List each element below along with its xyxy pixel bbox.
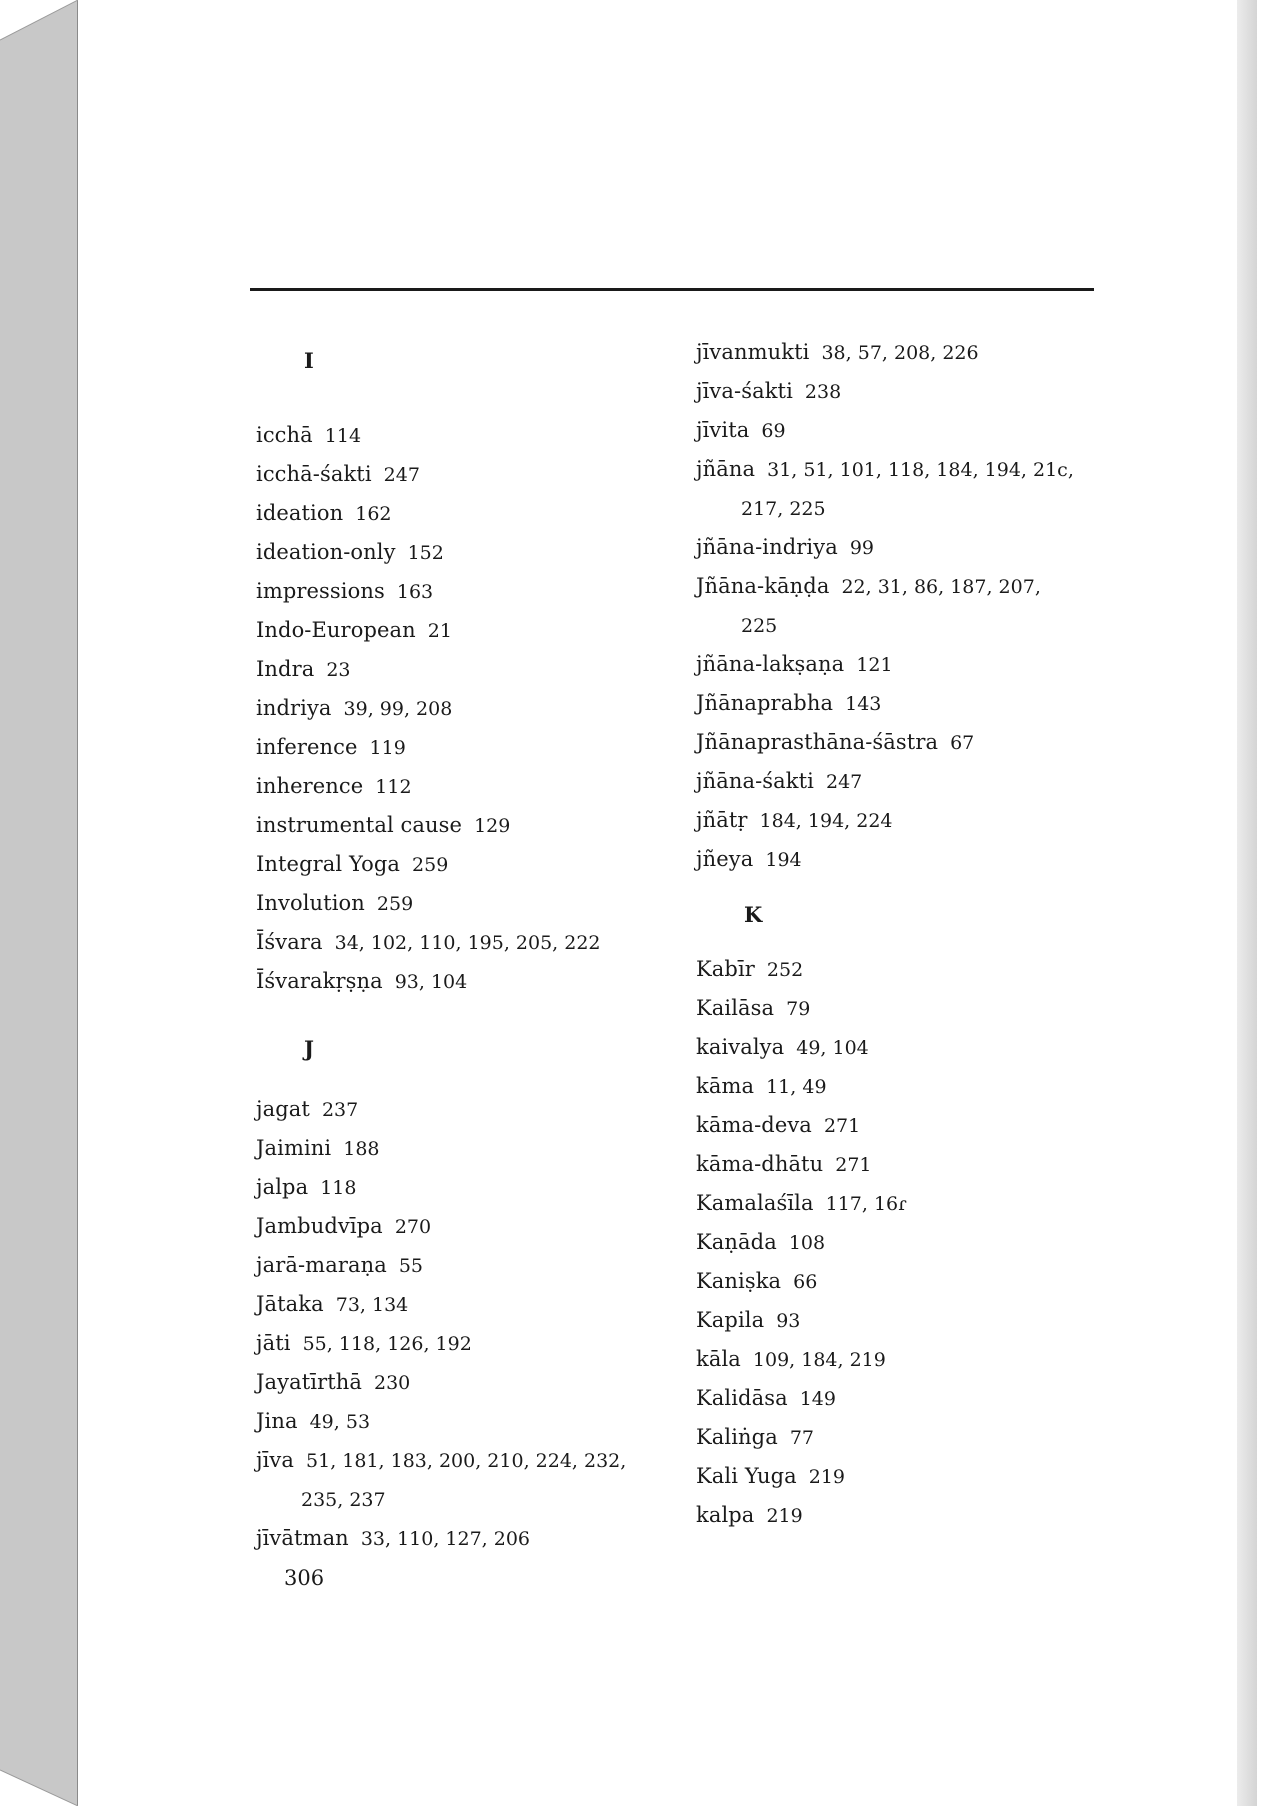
entry-pages: 270 [394, 1216, 432, 1238]
entry-pages: 109, 184, 219 [752, 1349, 886, 1371]
index-entry [256, 1129, 676, 1168]
index-entry [696, 1262, 1116, 1301]
entry-pages: 118 [320, 1177, 357, 1199]
index-entry [256, 845, 676, 884]
entry-term: jīva-śakti [696, 379, 793, 403]
entry-pages: 117, 16ɾ [825, 1193, 907, 1215]
entry-pages: 108 [788, 1232, 826, 1254]
entry-term: kāma-deva [696, 1113, 812, 1137]
entry-term: jīvātman [256, 1526, 349, 1550]
entry-pages: 93, 104 [394, 971, 468, 993]
index-section-heading [696, 895, 1116, 934]
section-letter: K [744, 902, 763, 927]
page-number: 306 [284, 1566, 325, 1590]
entry-term: Kali Yuga [696, 1464, 797, 1488]
index-entry [696, 645, 1116, 684]
index-entry [696, 723, 1116, 762]
entry-term: jñāna [696, 457, 756, 481]
entry-pages: 73, 134 [335, 1294, 409, 1316]
entry-pages: 22, 31, 86, 187, 207, [841, 576, 1041, 598]
entry-pages: 93 [776, 1310, 801, 1332]
index-entry [696, 567, 1116, 606]
index-entry [256, 1441, 676, 1480]
entry-pages: 49, 104 [796, 1037, 869, 1059]
page-edge [1237, 0, 1257, 1806]
index-entry [256, 650, 676, 689]
entry-term: jñāna-śakti [696, 769, 814, 793]
entry-term: Indo-European [256, 618, 416, 642]
index-entry [256, 806, 676, 845]
index-entry [696, 528, 1116, 567]
section-letter: I [304, 348, 314, 373]
entry-term: Īśvara [256, 930, 323, 954]
index-entry [256, 767, 676, 806]
index-entry [696, 1028, 1116, 1067]
index-entry [256, 533, 676, 572]
index-section-heading [256, 341, 676, 380]
entry-term: Involution [256, 891, 365, 915]
entry-pages: 23 [326, 659, 351, 681]
index-entry [256, 416, 676, 455]
index-entry [256, 1519, 676, 1558]
entry-pages: 21 [427, 620, 452, 642]
index-section-heading [256, 1029, 676, 1068]
entry-pages: 219 [808, 1466, 846, 1488]
index-entry [696, 762, 1116, 801]
entry-pages: 225 [741, 615, 778, 637]
entry-pages: 271 [835, 1154, 872, 1176]
entry-term: Kabīr [696, 957, 755, 981]
entry-pages: 34, 102, 110, 195, 205, 222 [334, 932, 601, 954]
entry-pages: 39, 99, 208 [343, 698, 453, 720]
entry-pages: 271 [823, 1115, 861, 1137]
index-entry [256, 494, 676, 533]
index-entry [696, 1379, 1116, 1418]
index-entry [696, 950, 1116, 989]
index-entry [696, 1223, 1116, 1262]
index-entry [256, 1285, 676, 1324]
index-entry [256, 1246, 676, 1285]
entry-pages: 99 [849, 537, 875, 559]
index-column-right [696, 333, 1116, 1535]
index-entry [696, 372, 1116, 411]
entry-term: inference [256, 735, 358, 759]
entry-pages: 235, 237 [301, 1489, 386, 1511]
entry-pages: 51, 181, 183, 200, 210, 224, 232, [306, 1450, 627, 1472]
index-entry [696, 1067, 1116, 1106]
index-entry [256, 689, 676, 728]
entry-pages: 55 [398, 1255, 424, 1277]
index-entry [696, 1340, 1116, 1379]
index-entry [696, 840, 1116, 879]
index-column-left [256, 341, 676, 1558]
index-entry [256, 884, 676, 923]
index-entry [256, 728, 676, 767]
entry-term: Jñānaprabha [696, 691, 834, 715]
entry-term: Kamalaśīla [696, 1191, 814, 1215]
index-entry [696, 1496, 1116, 1535]
index-entry [696, 1184, 1116, 1223]
entry-term: Kailāsa [696, 996, 775, 1020]
entry-term: jñeya [696, 847, 754, 871]
entry-pages: 247 [825, 771, 863, 793]
entry-term: instrumental cause [256, 813, 463, 837]
index-entry [696, 411, 1116, 450]
entry-term: Integral Yoga [256, 852, 401, 876]
entry-term: Jātaka [256, 1292, 324, 1316]
entry-term: jāti [256, 1331, 291, 1355]
entry-term: kāma [696, 1074, 755, 1098]
index-entry [696, 684, 1116, 723]
entry-pages: 119 [369, 737, 406, 759]
header-rule [250, 288, 1094, 291]
entry-pages: 143 [845, 693, 882, 715]
entry-pages: 67 [950, 732, 975, 754]
entry-term: Indra [256, 657, 315, 681]
entry-term: Kalidāsa [696, 1386, 788, 1410]
entry-pages: 162 [355, 503, 392, 525]
entry-pages: 112 [375, 776, 412, 798]
entry-term: ideation [256, 501, 344, 525]
index-entry [256, 572, 676, 611]
index-entry [696, 1418, 1116, 1457]
entry-pages: 219 [766, 1505, 803, 1527]
entry-pages: 66 [793, 1271, 818, 1293]
index-entry [696, 1301, 1116, 1340]
entry-term: Jina [256, 1409, 298, 1433]
index-entry-continuation [256, 1480, 676, 1519]
entry-pages: 163 [396, 581, 434, 603]
entry-term: jarā-maraṇa [256, 1253, 387, 1277]
entry-term: jñāna-lakṣaṇa [696, 652, 845, 676]
entry-term: impressions [256, 579, 385, 603]
index-entry [256, 1090, 676, 1129]
entry-pages: 79 [786, 998, 811, 1020]
index-entry [256, 455, 676, 494]
entry-pages: 129 [474, 815, 511, 837]
entry-term: jīva [256, 1448, 295, 1472]
entry-term: Kaliṅga [696, 1425, 778, 1449]
entry-pages: 188 [343, 1138, 380, 1160]
index-entry [696, 801, 1116, 840]
index-entry [696, 1457, 1116, 1496]
entry-pages: 237 [321, 1099, 359, 1121]
entry-term: kalpa [696, 1503, 755, 1527]
index-entry [696, 1106, 1116, 1145]
entry-term: indriya [256, 696, 332, 720]
entry-term: jñāna-indriya [696, 535, 838, 559]
entry-term: icchā-śakti [256, 462, 372, 486]
entry-term: Jaimini [256, 1136, 332, 1160]
index-entry-continuation [696, 489, 1116, 528]
entry-term: jalpa [256, 1175, 309, 1199]
entry-pages: 55, 118, 126, 192 [302, 1333, 472, 1355]
index-entry [256, 1207, 676, 1246]
entry-pages: 247 [383, 464, 420, 486]
entry-pages: 121 [856, 654, 893, 676]
entry-term: Kapila [696, 1308, 765, 1332]
index-entry [256, 962, 676, 1001]
entry-term: ideation-only [256, 540, 396, 564]
index-entry [696, 989, 1116, 1028]
entry-term: jīvita [696, 418, 750, 442]
entry-pages: 69 [761, 420, 786, 442]
entry-term: Jñānaprasthāna-śāstra [696, 730, 939, 754]
entry-pages: 194 [765, 849, 802, 871]
index-entry [256, 1168, 676, 1207]
entry-pages: 259 [376, 893, 414, 915]
entry-pages: 77 [789, 1427, 815, 1449]
index-entry [696, 333, 1116, 372]
section-letter: J [304, 1036, 314, 1061]
index-entry [256, 611, 676, 650]
book-spine [0, 0, 78, 1806]
entry-pages: 149 [799, 1388, 836, 1410]
index-entry [256, 923, 676, 962]
entry-pages: 38, 57, 208, 226 [821, 342, 979, 364]
index-entry [256, 1363, 676, 1402]
entry-term: Jambudvīpa [256, 1214, 383, 1238]
index-entry [256, 1324, 676, 1363]
entry-term: Jñāna-kāṇḍa [696, 574, 830, 598]
entry-pages: 11, 49 [766, 1076, 827, 1098]
index-entry [696, 1145, 1116, 1184]
index-entry [696, 450, 1116, 489]
entry-term: Kaṇāda [696, 1230, 777, 1254]
entry-pages: 230 [374, 1372, 411, 1394]
entry-pages: 152 [407, 542, 444, 564]
entry-term: kāma-dhātu [696, 1152, 824, 1176]
entry-term: jīvanmukti [696, 340, 810, 364]
entry-term: icchā [256, 423, 313, 447]
entry-term: jñātṛ [696, 808, 748, 832]
entry-term: inherence [256, 774, 364, 798]
entry-pages: 114 [324, 425, 362, 447]
entry-pages: 259 [412, 854, 449, 876]
entry-pages: 31, 51, 101, 118, 184, 194, 21c, [767, 459, 1074, 481]
entry-term: Kaniṣka [696, 1269, 782, 1293]
entry-term: Jayatīrthā [256, 1370, 362, 1394]
entry-pages: 238 [804, 381, 842, 403]
index-entry-continuation [696, 606, 1116, 645]
entry-term: jagat [256, 1097, 310, 1121]
entry-term: kāla [696, 1347, 741, 1371]
entry-pages: 217, 225 [741, 498, 826, 520]
entry-term: Īśvarakṛṣṇa [256, 969, 383, 993]
entry-pages: 33, 110, 127, 206 [360, 1528, 531, 1550]
entry-pages: 252 [766, 959, 804, 981]
entry-pages: 184, 194, 224 [759, 810, 893, 832]
entry-pages: 49, 53 [309, 1411, 371, 1433]
index-entry [256, 1402, 676, 1441]
entry-term: kaivalya [696, 1035, 785, 1059]
